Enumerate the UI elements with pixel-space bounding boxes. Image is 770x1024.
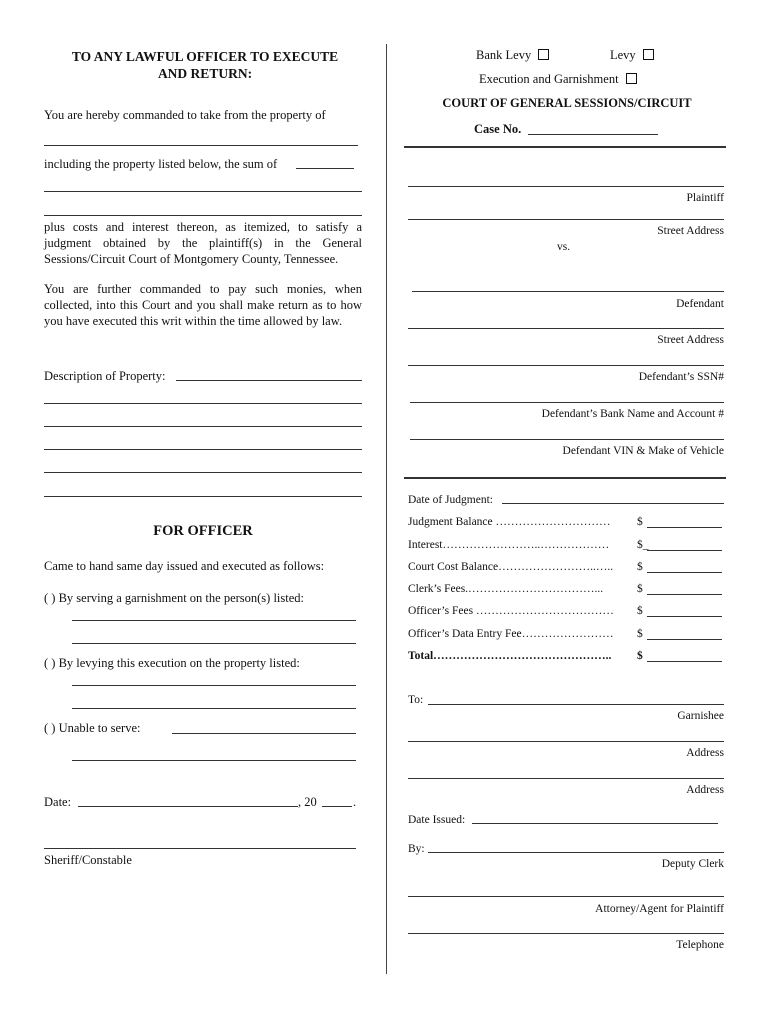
plaintiff-line[interactable] xyxy=(408,186,724,187)
vs-label: vs. xyxy=(557,241,571,253)
bank-levy-label: Bank Levy xyxy=(476,48,532,62)
by-label: By: xyxy=(408,843,425,855)
unable-option[interactable]: ( ) Unable to serve: xyxy=(44,721,141,735)
deputy-clerk-label: Deputy Clerk xyxy=(661,858,724,870)
garnishment-line-1[interactable] xyxy=(72,620,356,621)
deputy-clerk-line[interactable] xyxy=(428,852,724,853)
fee-judgment-balance xyxy=(408,515,724,529)
column-divider xyxy=(386,44,387,974)
for-officer-heading: FOR OFFICER xyxy=(153,523,253,539)
sum-line[interactable] xyxy=(296,168,354,169)
fee-clerk xyxy=(408,582,724,596)
defendant-vin-label: Defendant VIN & Make of Vehicle xyxy=(562,445,724,457)
top-rule xyxy=(404,146,726,148)
address-line-1[interactable] xyxy=(408,741,724,742)
date-label: Date: xyxy=(44,795,72,809)
came-to-hand-text: Came to hand same day issued and executed as follows: xyxy=(44,559,325,573)
attorney-line[interactable] xyxy=(408,896,724,897)
levy-option[interactable] xyxy=(610,48,654,63)
fee-officer-data-entry xyxy=(408,627,724,641)
fee-label: Total……………………………………….. xyxy=(408,650,612,662)
commanded-text: You are hereby commanded to take from the property of xyxy=(44,108,326,122)
defendant-line[interactable] xyxy=(412,291,724,292)
fee-officer xyxy=(408,604,724,618)
defendant-ssn-label: Defendant’s SSN# xyxy=(638,371,724,383)
defendant-name-line[interactable] xyxy=(44,145,358,146)
fee-total xyxy=(408,649,724,663)
defendant-label: Defendant xyxy=(676,298,724,310)
fee-label: Court Cost Balance……………………..….. xyxy=(408,561,614,573)
date-of-judgment-label: Date of Judgment: xyxy=(408,494,493,506)
case-no-line[interactable] xyxy=(528,134,658,135)
writ-heading-line1: TO ANY LAWFUL OFFICER TO EXECUTE xyxy=(71,49,339,64)
fee-amount-line[interactable] xyxy=(647,572,722,573)
description-line-1[interactable] xyxy=(44,403,362,404)
fee-dollar: $ xyxy=(637,561,643,573)
fee-amount-line[interactable] xyxy=(647,527,722,528)
address-line-2[interactable] xyxy=(408,778,724,779)
fee-label: Officer’s Fees ……………………………… xyxy=(408,605,614,617)
description-line-5[interactable] xyxy=(44,496,362,497)
bank-levy-checkbox[interactable] xyxy=(538,49,549,60)
fee-dollar: $ xyxy=(637,605,643,617)
date-year-line[interactable] xyxy=(322,806,352,807)
case-no-label: Case No. xyxy=(474,122,522,136)
garnishee-line[interactable] xyxy=(428,704,724,705)
court-title: COURT OF GENERAL SESSIONS/CIRCUIT xyxy=(442,96,692,110)
fee-amount-line[interactable] xyxy=(647,594,722,595)
defendant-address-line[interactable] xyxy=(408,328,724,329)
execution-garnishment-label: Execution and Garnishment xyxy=(479,72,619,86)
defendant-ssn-line[interactable] xyxy=(408,365,724,366)
execution-garnishment-option[interactable] xyxy=(479,72,637,87)
fee-label: Interest……………………..……………… xyxy=(408,539,610,551)
levying-line-2[interactable] xyxy=(72,708,356,709)
levy-checkbox[interactable] xyxy=(643,49,654,60)
description-line-4[interactable] xyxy=(44,472,362,473)
description-line-2[interactable] xyxy=(44,426,362,427)
sheriff-label: Sheriff/Constable xyxy=(44,853,132,867)
fee-dollar: $ xyxy=(637,628,643,640)
date-end: . xyxy=(353,795,357,809)
defendant-bank-label: Defendant’s Bank Name and Account # xyxy=(541,408,724,420)
fee-amount-line[interactable] xyxy=(647,616,722,617)
execution-garnishment-checkbox[interactable] xyxy=(626,73,637,84)
middle-rule xyxy=(404,477,726,479)
levy-label: Levy xyxy=(610,48,636,62)
levying-line-1[interactable] xyxy=(72,685,356,686)
description-line-3[interactable] xyxy=(44,449,362,450)
telephone-line[interactable] xyxy=(408,933,724,934)
plaintiff-address-line[interactable] xyxy=(408,219,724,220)
defendant-bank-line[interactable] xyxy=(410,402,724,403)
further-commanded-paragraph: You are further commanded to pay such monies, when collected, into this Court and you shall make return as to how you have executed this writ within the time allowed by law. xyxy=(44,282,362,328)
levying-option[interactable]: ( ) By levying this execution on the property listed: xyxy=(44,656,300,670)
writ-heading xyxy=(44,48,366,82)
garnishment-option[interactable]: ( ) By serving a garnishment on the person(s) listed: xyxy=(44,591,305,605)
fee-dollar: $ xyxy=(637,583,643,595)
fee-label: Judgment Balance ………………………… xyxy=(408,516,611,528)
writ-heading-line2: AND RETURN: xyxy=(157,66,253,81)
description-label: Description of Property: xyxy=(44,369,166,383)
fee-interest xyxy=(408,538,724,552)
date-of-judgment-line[interactable] xyxy=(502,503,724,504)
fee-label: Clerk’s Fees.……………………………... xyxy=(408,583,604,595)
defendant-vin-line[interactable] xyxy=(410,439,724,440)
sum-continuation-line-1[interactable] xyxy=(44,191,362,192)
unable-line-2[interactable] xyxy=(72,760,356,761)
description-line-0[interactable] xyxy=(176,380,362,381)
defendant-address-label: Street Address xyxy=(657,334,724,346)
including-text: including the property listed below, the sum of xyxy=(44,157,278,171)
plus-costs-paragraph: plus costs and interest thereon, as itemized, to satisfy a judgment obtained by the plaintiff(s) in the General Sessions/Circuit Court of Montgomery County, Tennessee. xyxy=(44,220,362,266)
address-label-2: Address xyxy=(686,784,724,796)
bank-levy-option[interactable] xyxy=(476,48,549,63)
address-label-1: Address xyxy=(686,747,724,759)
fee-dollar: $_ xyxy=(637,539,649,551)
plaintiff-address-label: Street Address xyxy=(657,225,724,237)
garnishee-label: Garnishee xyxy=(677,710,724,722)
sheriff-signature-line[interactable] xyxy=(44,848,356,849)
unable-line-1[interactable] xyxy=(172,733,356,734)
date-year-prefix: , 20 xyxy=(298,795,317,809)
date-issued-line[interactable] xyxy=(472,823,718,824)
fee-label: Officer’s Data Entry Fee…………………… xyxy=(408,628,614,640)
attorney-label: Attorney/Agent for Plaintiff xyxy=(595,903,724,915)
plaintiff-label: Plaintiff xyxy=(686,192,724,204)
fee-court-cost xyxy=(408,560,724,574)
telephone-label: Telephone xyxy=(676,939,724,951)
date-issued-label: Date Issued: xyxy=(408,814,466,826)
fee-amount-line[interactable] xyxy=(647,661,722,662)
date-line[interactable] xyxy=(78,806,298,807)
fee-amount-line[interactable] xyxy=(647,550,722,551)
to-label: To: xyxy=(408,694,424,706)
sum-continuation-line-2[interactable] xyxy=(44,215,362,216)
fee-dollar: $ xyxy=(637,650,643,662)
garnishment-line-2[interactable] xyxy=(72,643,356,644)
fee-dollar: $ xyxy=(637,516,643,528)
fee-amount-line[interactable] xyxy=(647,639,722,640)
